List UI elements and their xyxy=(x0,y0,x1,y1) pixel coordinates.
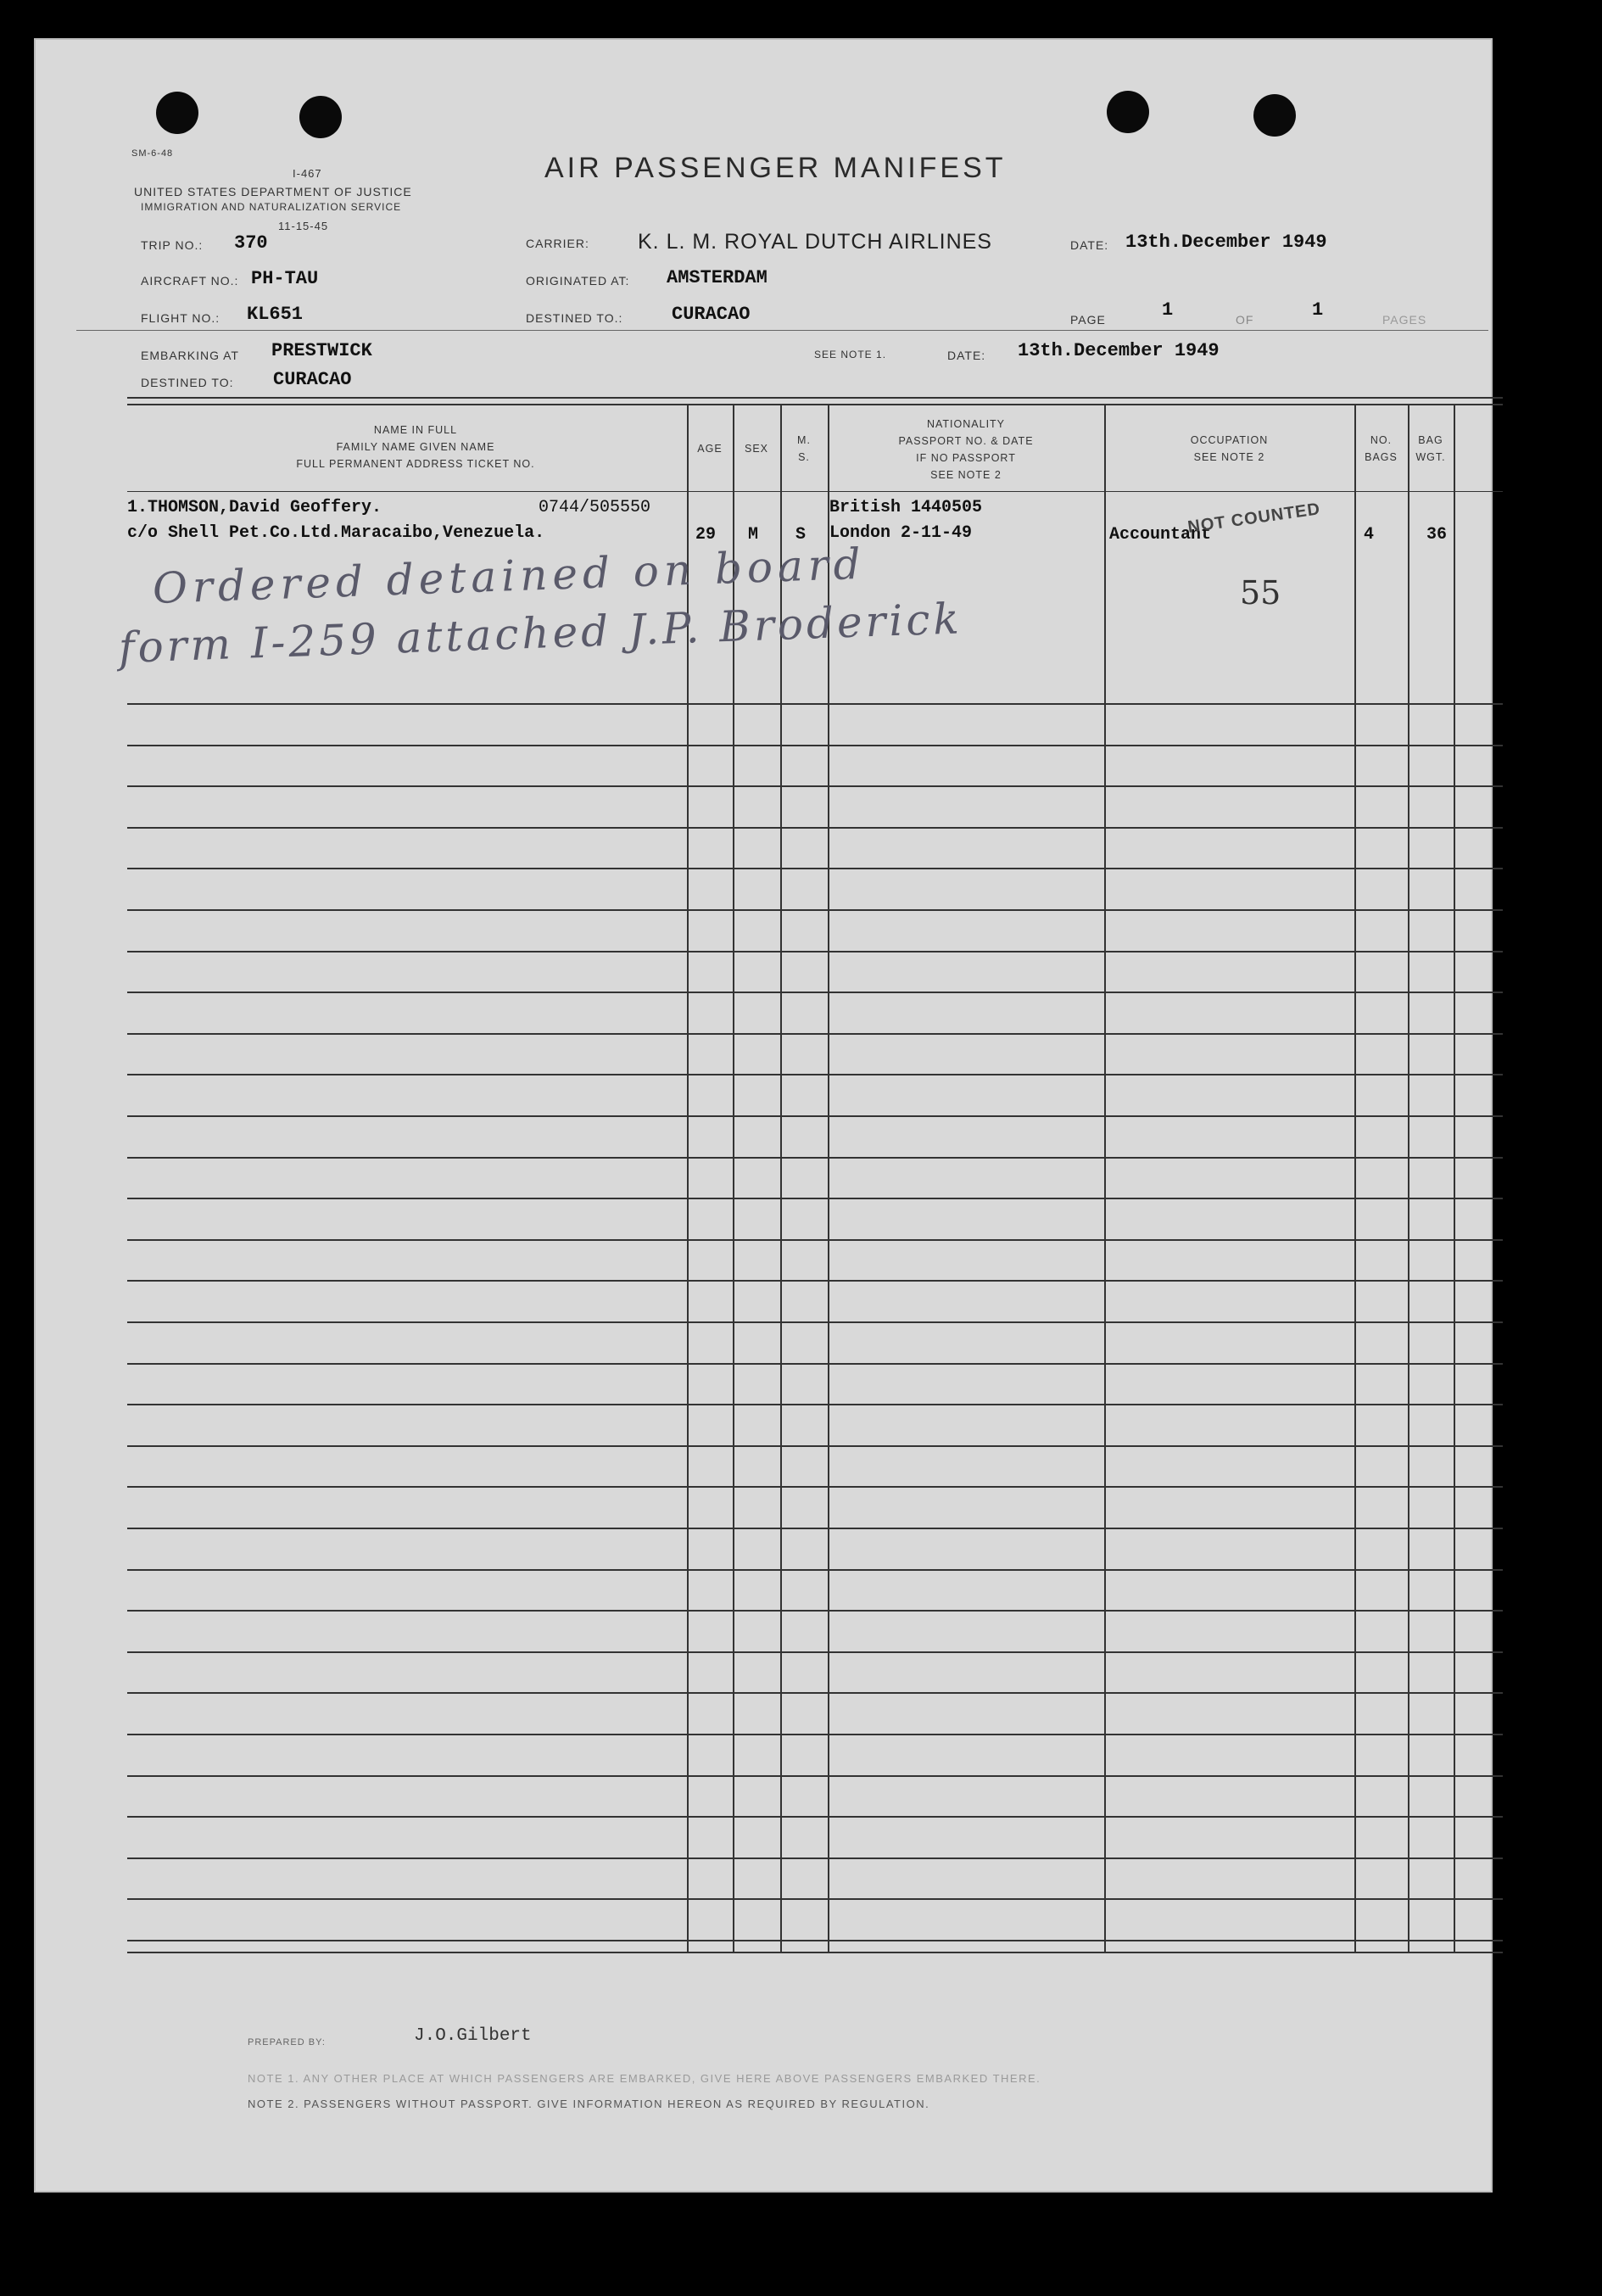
row-rule xyxy=(127,1816,1503,1818)
col-header-name-line: FULL PERMANENT ADDRESS TICKET NO. xyxy=(296,458,535,470)
passenger-ms: S xyxy=(795,525,807,545)
col-header-ms xyxy=(780,432,828,466)
date-label: DATE: xyxy=(1070,238,1109,252)
passenger-sex: M xyxy=(748,525,759,545)
row-rule xyxy=(127,1775,1503,1777)
row-rule xyxy=(127,1074,1503,1075)
destined-label: DESTINED TO.: xyxy=(526,311,623,325)
pages-value: 1 xyxy=(1312,299,1324,321)
page-value: 1 xyxy=(1162,299,1174,321)
passenger-nationality: British 1440505 xyxy=(829,498,983,517)
passenger-address: c/o Shell Pet.Co.Ltd.Maracaibo,Venezuela. xyxy=(127,523,545,543)
row-rule xyxy=(127,1280,1503,1282)
carrier-label: CARRIER: xyxy=(526,237,589,250)
footnote-2: NOTE 2. PASSENGERS WITHOUT PASSPORT. GIVE INFORMATION HEREON AS REQUIRED BY REGULATION. xyxy=(248,2098,930,2110)
handwritten-note-line2: form I-259 attached J.P. Broderick xyxy=(117,594,963,673)
row-rule xyxy=(127,1321,1503,1323)
col-header-nat-line: SEE NOTE 2 xyxy=(930,469,1002,481)
row-rule xyxy=(127,1198,1503,1199)
row-rule xyxy=(127,827,1503,829)
embarking-value: PRESTWICK xyxy=(271,340,372,361)
carrier-value: K. L. M. ROYAL DUTCH AIRLINES xyxy=(638,230,992,254)
destined2-value: CURACAO xyxy=(273,369,352,390)
of-label: OF xyxy=(1236,313,1254,327)
footnote-1: NOTE 1. ANY OTHER PLACE AT WHICH PASSENGERS ARE EMBARKED, GIVE HERE ABOVE PASSENGERS EMBARKED THERE. xyxy=(248,2072,1041,2085)
department: UNITED STATES DEPARTMENT OF JUSTICE xyxy=(134,185,412,198)
date2-label: DATE: xyxy=(947,349,986,362)
row-rule xyxy=(127,868,1503,869)
passenger-age: 29 xyxy=(695,525,717,545)
page-label: PAGE xyxy=(1070,313,1106,327)
col-header-ms-line: S. xyxy=(798,451,810,463)
column-divider xyxy=(1354,404,1356,1952)
embarking-label: EMBARKING AT xyxy=(141,349,239,362)
table-top-rule xyxy=(127,397,1503,399)
row-rule xyxy=(127,1692,1503,1694)
handwritten-count: 55 xyxy=(1240,574,1281,612)
row-rule xyxy=(127,1651,1503,1653)
row-rule xyxy=(127,1734,1503,1735)
pages-label: PAGES xyxy=(1382,313,1427,327)
table-top-rule xyxy=(127,404,1503,405)
manifest-sheet xyxy=(34,38,1493,2193)
col-header-ms-line: M. xyxy=(797,434,811,446)
col-header-nat-line: PASSPORT NO. & DATE xyxy=(898,435,1034,447)
col-header-name-line: NAME IN FULL xyxy=(373,424,458,436)
col-header-wgt-line: BAG xyxy=(1418,434,1443,446)
row-rule xyxy=(127,1445,1503,1447)
col-header-age: AGE xyxy=(697,443,723,455)
passenger-weight: 36 xyxy=(1426,525,1448,545)
aircraft-label: AIRCRAFT NO.: xyxy=(141,274,239,288)
col-header-occ-line: SEE NOTE 2 xyxy=(1193,451,1265,463)
originated-value: AMSTERDAM xyxy=(667,267,768,288)
flight-value: KL651 xyxy=(247,304,304,325)
form-title: AIR PASSENGER MANIFEST xyxy=(544,152,1007,184)
row-rule xyxy=(127,1404,1503,1405)
col-header-bags-line: BAGS xyxy=(1365,451,1398,463)
row-rule xyxy=(127,1898,1503,1900)
handwritten-note-line1: Ordered detained on board xyxy=(151,539,867,613)
passenger-ticket: 0744/505550 xyxy=(539,498,651,517)
col-header-nat-line: IF NO PASSPORT xyxy=(916,452,1016,464)
row-rule xyxy=(127,1157,1503,1159)
punch-hole xyxy=(1253,94,1296,137)
row-rule xyxy=(127,1940,1503,1941)
column-divider xyxy=(1104,404,1106,1952)
trip-label: TRIP NO.: xyxy=(141,238,204,252)
row-rule xyxy=(127,703,1503,705)
row-rule xyxy=(127,1239,1503,1241)
row-rule xyxy=(127,1610,1503,1612)
col-header-occupation xyxy=(1104,432,1354,466)
date2-value: 13th.December 1949 xyxy=(1018,340,1220,361)
prepared-value: J.O.Gilbert xyxy=(414,2026,532,2046)
passenger-bags: 4 xyxy=(1364,525,1375,545)
column-divider xyxy=(1454,404,1455,1952)
see-note-label: SEE NOTE 1. xyxy=(814,349,887,360)
col-header-nationality xyxy=(828,416,1104,483)
col-header-nat-line: NATIONALITY xyxy=(926,418,1006,430)
punch-hole xyxy=(156,92,198,134)
prepared-label: PREPARED BY: xyxy=(248,2037,326,2047)
header-rule xyxy=(76,330,1488,331)
row-rule xyxy=(127,951,1503,952)
row-rule xyxy=(127,1857,1503,1859)
destined-value: CURACAO xyxy=(672,304,751,325)
col-header-wgt-line: WGT. xyxy=(1415,451,1446,463)
trip-value: 370 xyxy=(234,232,268,254)
passenger-occupation: Accountant xyxy=(1109,525,1212,545)
form-code: SM-6-48 xyxy=(131,148,174,159)
row-rule xyxy=(127,1033,1503,1035)
col-header-name-line: FAMILY NAME GIVEN NAME xyxy=(336,441,495,453)
passenger-passport-date: London 2-11-49 xyxy=(829,523,973,543)
row-rule xyxy=(127,909,1503,911)
column-divider xyxy=(1408,404,1409,1952)
row-rule xyxy=(127,992,1503,993)
flight-label: FLIGHT NO.: xyxy=(141,311,220,325)
passenger-name: 1.THOMSON,David Geoffery. xyxy=(127,498,382,517)
col-header-bags-line: NO. xyxy=(1370,434,1393,446)
row-rule xyxy=(127,1528,1503,1529)
column-header-rule xyxy=(127,491,1503,492)
originated-label: ORIGINATED AT: xyxy=(526,274,630,288)
row-rule xyxy=(127,1363,1503,1365)
row-rule xyxy=(127,1569,1503,1571)
col-header-sex: SEX xyxy=(744,443,768,455)
col-header-bags xyxy=(1354,432,1408,466)
table-bottom-rule xyxy=(127,1952,1503,1953)
form-date: 11-15-45 xyxy=(278,220,329,232)
punch-hole xyxy=(299,96,342,138)
row-rule xyxy=(127,745,1503,746)
service: IMMIGRATION AND NATURALIZATION SERVICE xyxy=(141,201,402,213)
row-rule xyxy=(127,1486,1503,1488)
col-header-name xyxy=(187,422,645,472)
date-value: 13th.December 1949 xyxy=(1125,232,1327,253)
form-number: I-467 xyxy=(293,167,322,180)
col-header-weight xyxy=(1408,432,1454,466)
not-counted-stamp: NOT COUNTED xyxy=(1186,500,1322,537)
col-header-occ-line: OCCUPATION xyxy=(1190,434,1269,446)
aircraft-value: PH-TAU xyxy=(251,268,319,289)
destined2-label: DESTINED TO: xyxy=(141,376,234,389)
row-rule xyxy=(127,1115,1503,1117)
row-rule xyxy=(127,785,1503,787)
punch-hole xyxy=(1107,91,1149,133)
